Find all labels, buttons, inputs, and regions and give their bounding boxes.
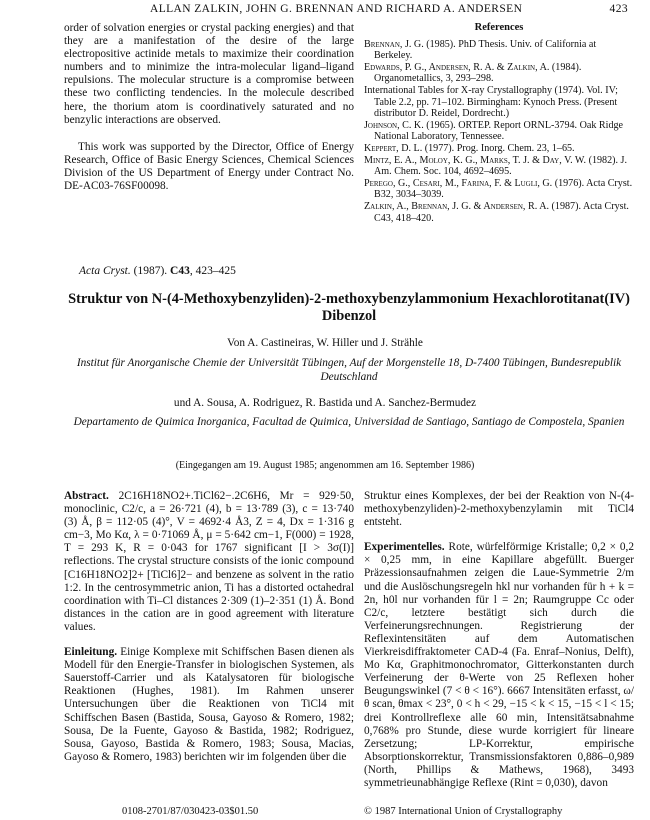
previous-article-conclusion <box>64 22 354 193</box>
running-head <box>0 3 650 19</box>
reference-details: (1987). Acta Cryst. C43, 418–420. <box>374 200 629 224</box>
abstract <box>64 490 354 634</box>
reference-details: (1976). Acta Cryst. B32, 3034–3039. <box>374 177 633 201</box>
reference-item <box>364 143 634 155</box>
reference-details: (1982). J. Am. Chem. Soc. 104, 4692–4695. <box>374 154 627 178</box>
reference-item <box>364 39 634 62</box>
reference-authors: Edwards, P. G., Andersen, R. A. & Zalkin, A. <box>364 61 550 73</box>
footer-code: 0108-2701/87/030423-03$01.50 <box>122 806 259 817</box>
footer-copyright: © 1987 International Union of Crystallography <box>364 806 563 817</box>
experimentelles-heading: Experimentelles. <box>364 541 445 554</box>
running-head-authors: ALLAN ZALKIN, JOHN G. BRENNAN AND RICHARD A. ANDERSEN <box>150 3 523 15</box>
page-number: 423 <box>609 3 628 15</box>
references-list <box>364 39 634 225</box>
reference-item <box>364 201 634 224</box>
abstract-heading: Abstract. <box>64 490 109 502</box>
conclusion-paragraph: order of solvation energies or crystal packing energies) and that they are a manifestation of the desire of the large electropositive actinide metals to maximize their coordination numbers and to minimize the intra-molecular ligand–ligand repulsions. The molecular structure is a compromise between these two conflicting tendencies. In the molecule described here, the thorium atom is coordinatively saturated and no benzylic interactions are observed. <box>64 22 354 126</box>
reference-item <box>364 62 634 85</box>
reference-item <box>364 85 634 120</box>
citation-year: (1987). <box>130 265 171 277</box>
reference-details: International Tables for X-ray Crystallography (1974). Vol. IV; Table 2.2, pp. 71–102. Birmingham: Kynoch Press. (Present distributor D. Reidel, Dordrecht.) <box>364 84 618 120</box>
citation-journal: Acta Cryst. <box>79 265 131 277</box>
reference-authors: Johnson, C. K. <box>364 119 424 131</box>
left-body-column <box>64 490 354 764</box>
institution-1: Institut für Anorganische Chemie der Universität Tübingen, Auf der Morgenstelle 18, D-7400 Tübingen, Bundesrepublik Deutschland <box>76 357 622 383</box>
citation-pages: , 423–425 <box>189 265 236 277</box>
reference-authors: Zalkin, A., Brennan, J. G. & Andersen, R. A. <box>364 200 550 212</box>
article-citation <box>79 265 236 277</box>
reference-item <box>364 120 634 143</box>
reference-authors: Mintz, E. A., Moloy, K. G., Marks, T. J. & Day, V. W. <box>364 154 587 166</box>
reference-item <box>364 155 634 178</box>
authors-group-1: Von A. Castineiras, W. Hiller und J. Strähle <box>227 337 423 349</box>
einleitung <box>64 646 354 764</box>
reference-item <box>364 178 634 201</box>
reference-authors: Keppert, D. L. <box>364 142 423 154</box>
reference-details: (1977). Prog. Inorg. Chem. 23, 1–65. <box>422 142 575 154</box>
authors-group-2: und A. Sousa, A. Rodriguez, R. Bastida und A. Sanchez-Bermudez <box>173 397 477 409</box>
reference-authors: Brennan, J. G. <box>364 38 424 50</box>
reference-authors: Perego, G., Cesari, M., Farina, F. & Lugli, G. <box>364 177 553 189</box>
experimentelles <box>364 541 634 790</box>
right-body-column <box>364 490 634 790</box>
einleitung-heading: Einleitung. <box>64 646 118 659</box>
abstract-text: 2C16H18NO2+.TiCl62−.2C6H6, Mr = 929·50, monoclinic, C2/c, a = 26·721 (4), b = 13·789 (3), c = 13·740 (3) Å, β = 112·05 (4)°, V = 4692·4 Å3, Z = 4, Dx = 1·316 g cm−3, Mo Kα, λ = 0·71069 Å, μ = 5·642 cm−1, F(000) = 1928, T = 293 K, R = 0·043 for 1767 significant [I > 3σ(I)] reflections. The crystal structure consists of the ionic compound [C16H18NO2]2+ [TiCl6]2− and benzene as solvent in the ratio 1:2. In the centrosymmetric anion, Ti has a distorted octahedral coordination with Ti–Cl distances 2·309 (1)–2·351 (1) Å. Bond distances in the cation are in good agreement with literature values. <box>64 490 354 633</box>
citation-volume: C43 <box>170 265 190 277</box>
intro-continuation: Struktur eines Komplexes, der bei der Reaktion von N-(4-methoxybenzyliden)-2-methoxybenzylamin mit TiCl4 entsteht. <box>364 490 634 529</box>
article-title: Struktur von N-(4-Methoxybenzyliden)-2-methoxybenzylammonium Hexachlorotitanat(IV) Dibenzol <box>68 291 630 324</box>
reference-details: (1984). Organometallics, 3, 293–298. <box>374 61 582 85</box>
institution-2: Departamento de Quimica Inorganica, Facultad de Quimica, Universidad de Santiago, Santiago de Compostela, Spanien <box>73 416 625 428</box>
einleitung-text: Einige Komplexe mit Schiffschen Basen dienen als Modell für den Energie-Transfer in biologischen Systemen, als Sauerstoff-Carrier und als Katalysatoren für biologische Reaktionen (Hughes, 1981). Im Rahmen unserer Untersuchungen über die Reaktionen von TiCl4 mit Schiffschen Basen (Bastida, Sousa, Gayoso & Romero, 1982; Sousa, De la Fuente, Gayoso & Bastida, 1982; Rodriguez, Sousa, Gayoso, Bastida & Romero, 1983; Sousa, Macias, Gayoso & Romero, 1983) berichten wir im folgenden über die <box>64 646 355 763</box>
acknowledgement-paragraph: This work was supported by the Director, Office of Energy Research, Office of Basic Energy Sciences, Chemical Sciences Division of the US Department of Energy under Contract No. DE-AC03-76SF00098. <box>64 140 354 193</box>
reference-details: (1985). PhD Thesis. Univ. of California at Berkeley. <box>374 38 597 62</box>
reference-details: (1965). ORTEP. Report ORNL-3794. Oak Ridge National Laboratory, Tennessee. <box>374 119 624 143</box>
experimentelles-text: Rote, würfelförmige Kristalle; 0,2 × 0,2 × 0,25 mm, in eine Kapillare abgefüllt. Buerger Präzessionsaufnahmen zeigen die Laue-Symmetrie 2/m und die Auslöschungsregeln hkl nur vorhanden für h + k = 2n, h0l nur vorhanden für l = 2n; Raumgruppe Cc oder C2/c, letztere bestätigt sich durch die Verfeinerungsrechnungen. Registrierung der Reflexintensitäten auf dem Automatischen Vierkreisdiffraktometer CAD-4 (Fa. Enraf–Nonius, Delft), Mo Kα, Graphitmonochromator, Gitterkonstanten durch Verfeinerung der θ-Werte von 25 Reflexen hoher Beugungswinkel (7 < θ < 16°). 6667 Intensitäten erfasst, ω/θ scan, θmax < 23°, 0 < h < 29, −15 < k < 15, −15 < l < 15; drei Kontrollreflexe alle 60 min, Intensitätsabnahme 0,768% pro Stunde, diese wurde korrigiert für lineare Zersetzung; LP-Korrektur, empirische Absorptionskorrektur, Transmissionsfaktoren 0,886–0,989 (North, Phillips & Mathews, 1968), 3493 symmetrieunabhängige Reflexe (Rint = 0,030), davon <box>364 541 634 789</box>
received-dates: (Eingegangen am 19. August 1985; angenommen am 16. September 1986) <box>175 460 475 471</box>
references-heading: References <box>474 22 524 33</box>
references-section <box>364 22 634 224</box>
